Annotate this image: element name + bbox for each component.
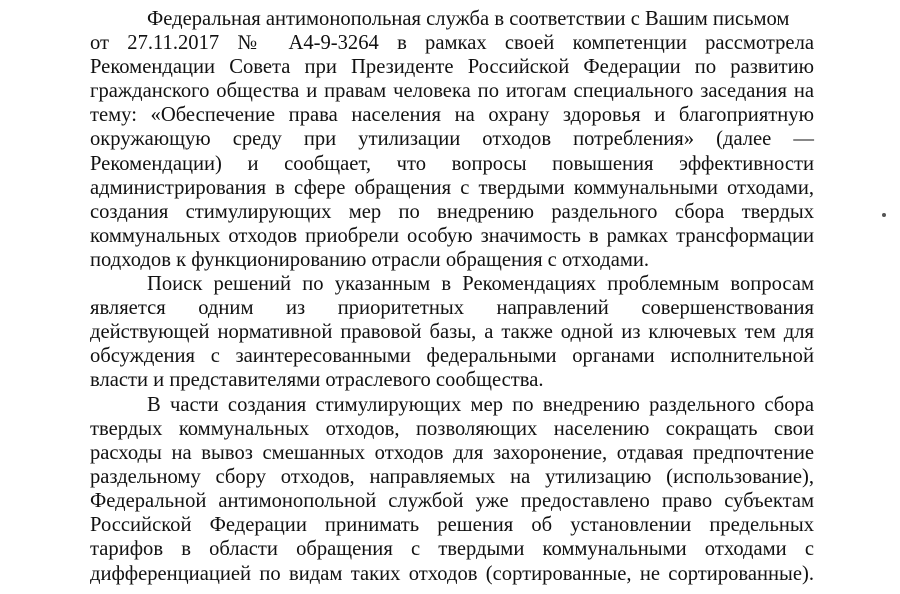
text-line: дифференциацией по видам таких отходов (сортированные, не сортированные). <box>90 563 814 585</box>
text-line: администрирования в сфере обращения с твердыми коммунальными отходами, <box>90 177 814 199</box>
text-line: окружающую среду при утилизации отходов потребления» (далее — <box>90 128 814 150</box>
text-line: Российской Федерации принимать решения об установлении предельных <box>90 514 814 536</box>
text-line: гражданского общества и правам человека по итогам специального заседания на <box>90 80 814 102</box>
text-line: расходы на вывоз смешанных отходов для захоронение, отдавая предпочтение <box>90 442 814 464</box>
text-line: подходов к функционированию отрасли обращения с отходами. <box>90 249 650 271</box>
text-line: коммунальных отходов приобрели особую значимость в рамках трансформации <box>90 225 814 247</box>
text-line: Рекомендации) и сообщает, что вопросы повышения эффективности <box>90 153 814 175</box>
text-line: действующей нормативной правовой базы, а также одной из ключевых тем для <box>90 321 814 343</box>
text-line: власти и представителями отраслевого сообщества. <box>90 369 544 391</box>
text-line: В части создания стимулирующих мер по внедрению раздельного сбора <box>147 394 814 416</box>
text-line: Поиск решений по указанным в Рекомендациях проблемным вопросам <box>147 273 814 295</box>
text-line: Федеральной антимонопольной службой уже предоставлено право субъектам <box>90 490 814 512</box>
scan-artifact-dot <box>882 213 886 217</box>
text-line: создания стимулирующих мер по внедрению раздельного сбора твердых <box>90 201 814 223</box>
text-line: от 27.11.2017 № А4-9-3264 в рамках своей компетенции рассмотрела <box>90 32 814 54</box>
text-line: обсуждения с заинтересованными федеральными органами исполнительной <box>90 345 814 367</box>
text-line: Федеральная антимонопольная служба в соответствии с Вашим письмом <box>147 8 790 30</box>
text-line: Рекомендации Совета при Президенте Российской Федерации по развитию <box>90 56 814 78</box>
text-line: раздельному сбору отходов, направляемых на утилизацию (использование), <box>90 466 814 488</box>
text-line: твердых коммунальных отходов, позволяющих населению сокращать свои <box>90 418 814 440</box>
text-line: тему: «Обеспечение права населения на охрану здоровья и благоприятную <box>90 104 814 126</box>
text-line: является одним из приоритетных направлений совершенствования <box>90 297 814 319</box>
text-line: тарифов в области обращения с твердыми коммунальными отходами с <box>90 538 814 560</box>
